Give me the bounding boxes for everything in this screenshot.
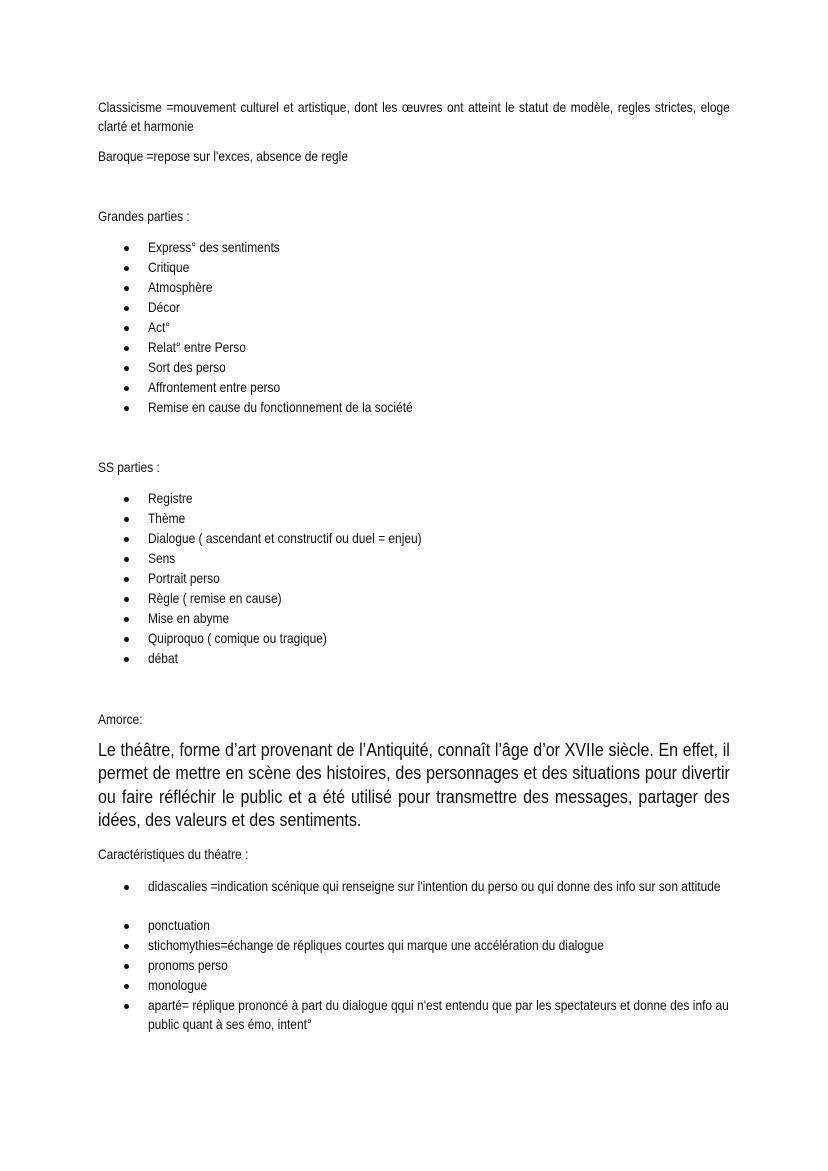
- list-item: aparté= réplique prononcé à part du dialogue qqui n'est entendu que par les spectateurs et donne des info au public quant à ses émo, intent°: [98, 996, 730, 1036]
- grandes-parties-heading: Grandes parties :: [98, 209, 190, 224]
- bullet-icon: [124, 944, 129, 949]
- bullet-icon: [124, 984, 129, 989]
- bullet-icon: [124, 497, 129, 502]
- caracteristiques-list: [98, 877, 730, 1036]
- bullet-icon: [124, 885, 129, 890]
- bullet-icon: [124, 597, 129, 602]
- bullet-icon: [124, 406, 129, 411]
- bullet-icon: [124, 286, 129, 291]
- list-item: ponctuation: [98, 916, 730, 936]
- bullet-icon: [124, 1004, 129, 1009]
- bullet-icon: [124, 964, 129, 969]
- bullet-icon: [124, 306, 129, 311]
- list-item: pronoms perso: [98, 956, 730, 976]
- bullet-icon: [124, 246, 129, 251]
- bullet-icon: [124, 386, 129, 391]
- bullet-icon: [124, 326, 129, 331]
- bullet-icon: [124, 557, 129, 562]
- bullet-icon: [124, 637, 129, 642]
- bullet-icon: [124, 577, 129, 582]
- classicisme-definition: Classicisme =mouvement culturel et artistique, dont les œuvres ont atteint le statut de modèle, regles strictes, eloge clarté et harmonie: [98, 100, 730, 134]
- bullet-icon: [124, 266, 129, 271]
- list-item: monologue: [98, 976, 730, 996]
- amorce-heading: Amorce:: [98, 712, 143, 727]
- bullet-icon: [124, 366, 129, 371]
- caracteristiques-heading: Caractéristiques du théatre :: [98, 847, 249, 862]
- bullet-icon: [124, 657, 129, 662]
- list-item: didascalies =indication scénique qui renseigne sur l'intention du perso ou qui donne des info sur son attitude: [98, 877, 730, 916]
- ss-parties-heading: SS parties :: [98, 460, 160, 475]
- bullet-icon: [124, 517, 129, 522]
- list-item: stichomythies=échange de répliques courtes qui marque une accélération du dialogue: [98, 936, 730, 956]
- bullet-icon: [124, 617, 129, 622]
- bullet-icon: [124, 924, 129, 929]
- baroque-definition: Baroque =repose sur l'exces, absence de regle: [98, 149, 349, 164]
- amorce-paragraph: Le théâtre, forme d’art provenant de l’Antiquité, connaît l’âge d’or XVIIe siècle. En effet, il permet de mettre en scène des histoires, des personnages et des situations pour divertir ou faire réfléchir le public et a été utilisé pour transmettre des messages, partager des idées, des valeurs et des sentiments.: [98, 740, 730, 831]
- bullet-icon: [124, 537, 129, 542]
- bullet-icon: [124, 346, 129, 351]
